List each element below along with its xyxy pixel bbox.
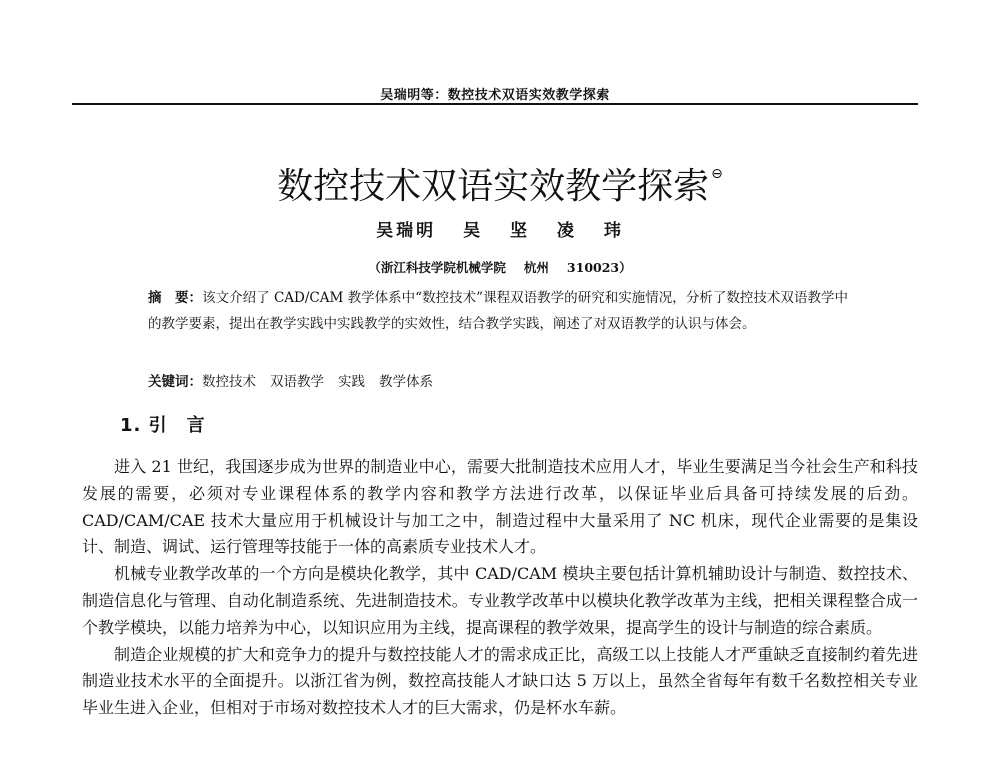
header-rule [72,103,918,105]
keyword: 双语教学 [270,374,324,390]
section-body-introduction [82,454,918,722]
affiliation-open: （ [368,260,381,275]
section-heading-introduction: 1. 引 言 [120,415,206,436]
keywords [148,372,447,392]
keyword: 实践 [338,374,365,390]
paragraph: 进入 21 世纪，我国逐步成为世界的制造业中心，需要大批制造技术应用人才，毕业生要满足当今社会生产和科技发展的需要，必须对专业课程体系的教学内容和教学方法进行改革，以保证毕业后具备可持续发展的后劲。CAD/CAM/CAE 技术大量应用于机械设计与加工之中，制造过程中大量采用了 NC 机床，现代企业需要的是集设计、制造、调试、运行管理等技能于一体的高素质专业技术人才。 [82,457,918,557]
paragraph: 机械专业教学改革的一个方向是模块化教学，其中 CAD/CAM 模块主要包括计算机辅助设计与制造、数控技术、制造信息化与管理、自动化制造系统、先进制造技术。专业教学改革中以模块化教学改革为主线，把相关课程整合成一个教学模块，以能力培养为中心，以知识应用为主线，提高课程的教学效果，提高学生的设计与制造的综合素质。 [82,564,918,637]
abstract-text: 该文介绍了 CAD/CAM 教学体系中“数控技术”课程双语教学的研究和实施情况，分析了数控技术双语教学中的教学要素，提出在教学实践中实践教学的实效性，结合教学实践，阐述了对双语教学的认识与体会。 [148,290,848,332]
abstract-label: 摘 要： [148,290,203,306]
keyword: 数控技术 [202,374,256,390]
running-header: 吴瑞明等：数控技术双语实效教学探索 [380,88,610,103]
title-text: 数控技术双语实效教学探索 [277,166,710,207]
paragraph: 制造企业规模的扩大和竞争力的提升与数控技能人才的需求成正比，高级工以上技能人才严重缺乏直接制约着先进制造业技术水平的全面提升。以浙江省为例，数控高技能人才缺口达 5 万以上，虽然全省每年有数千名数控相关专业毕业生进入企业，但相对于市场对数控技术人才的巨大需求，仍是杯水车薪。 [82,644,918,718]
paper-title [0,152,1000,209]
affiliation-postcode: 310023 [566,260,620,275]
footnote-mark-icon: ⊖ [711,166,723,182]
affiliation-city: 杭州 [523,260,549,275]
affiliation-close: ） [619,260,632,275]
affiliation [0,258,1000,276]
keyword: 教学体系 [379,374,433,390]
keywords-label: 关键词： [148,374,202,390]
abstract [148,285,848,337]
affiliation-institution: 浙江科技学院机械学院 [380,260,506,275]
authors: 吴瑞明 吴 坚 凌 玮 [376,221,624,241]
